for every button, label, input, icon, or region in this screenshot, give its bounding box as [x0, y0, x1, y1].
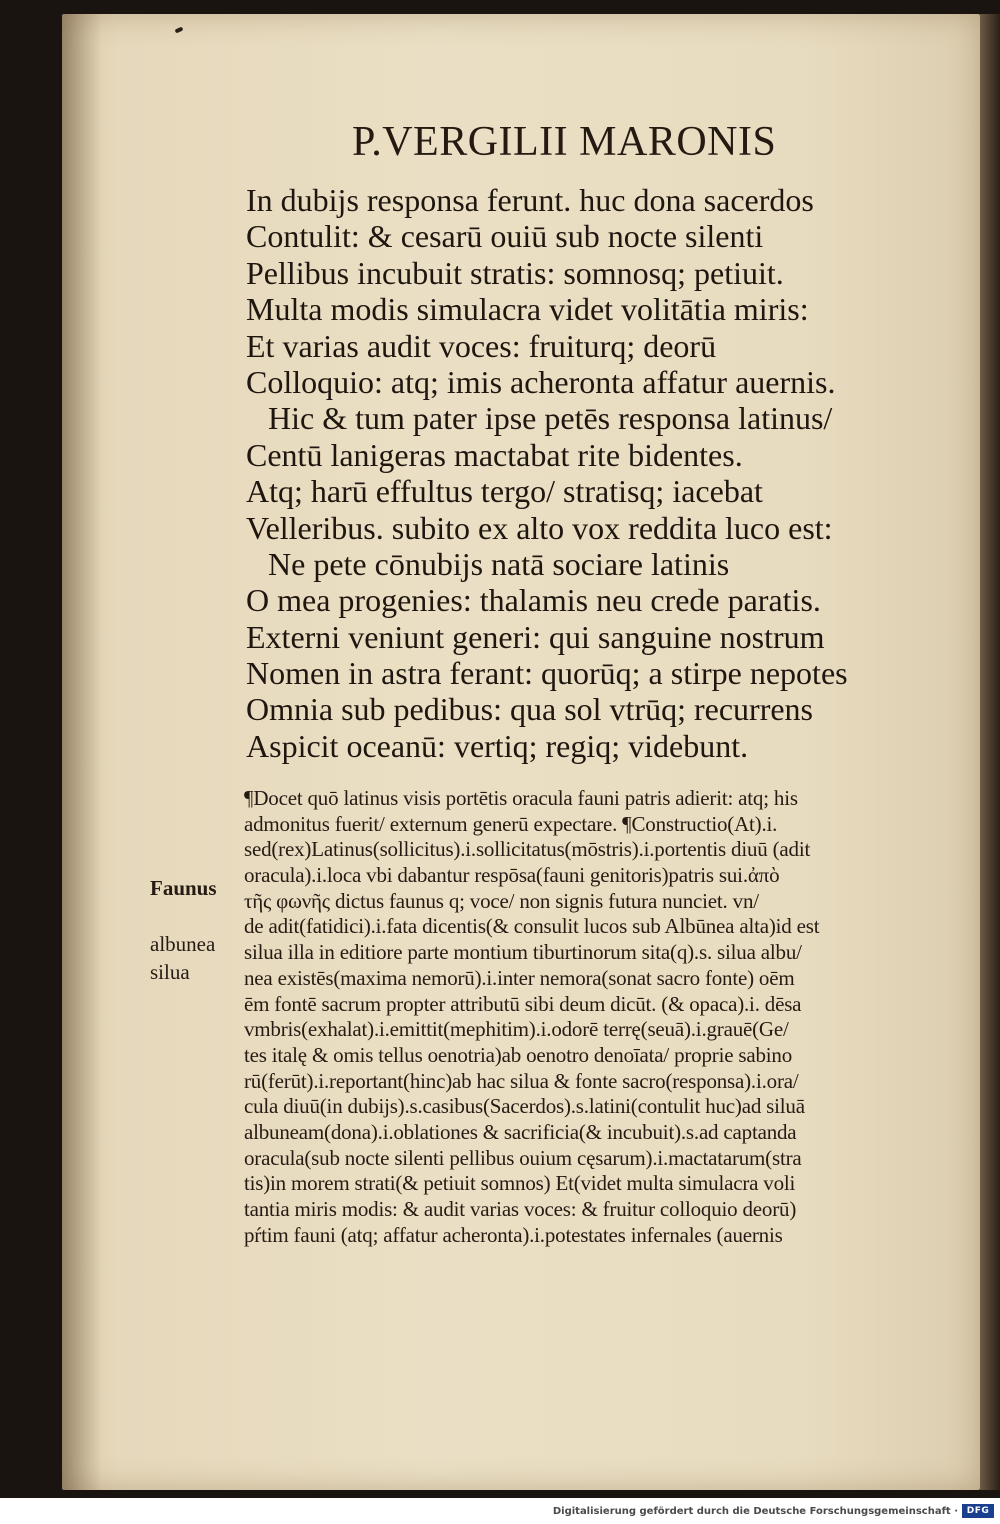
- verse-line: Contulit: & cesarū ouiū sub nocte silenti: [246, 218, 764, 255]
- commentary-line: vmbris(exhalat).i.emittit(mephitim).i.odorē terrę(seuā).i.grauē(Ge/: [244, 1017, 789, 1042]
- commentary-line: ēm fontē sacrum propter attributū sibi deum dicūt. (& opaca).i. dēsa: [244, 991, 802, 1016]
- commentary-line: oracula).i.loca vbi dabantur respōsa(fauni genitoris)patris sui.ἀπὸ: [244, 863, 780, 888]
- verse-line: Omnia sub pedibus: qua sol vtrūq; recurrens: [246, 691, 813, 728]
- commentary-line: admonitus fuerit/ externum generū expectare. ¶Constructio(At).i.: [244, 811, 778, 836]
- footer-bar: [0, 1498, 1000, 1524]
- commentary-line: ¶Docet quō latinus visis portētis oracula fauni patris adierit: atq; his: [244, 786, 798, 810]
- gutter-shadow: [62, 14, 102, 1490]
- verse-line: Externi veniunt generi: qui sanguine nostrum: [246, 618, 825, 655]
- verse-line: In dubijs responsa ferunt. huc dona sacerdos: [246, 182, 814, 218]
- verse-line: Hic & tum pater ipse petēs responsa latinus/: [268, 400, 833, 437]
- facing-page-edge: [980, 14, 1000, 1490]
- commentary-line: oracula(sub nocte silenti pellibus ouium cęsarum).i.mactatarum(stra: [244, 1145, 802, 1170]
- verse-line: Velleribus. subito ex alto vox reddita luco est:: [246, 509, 833, 546]
- verse-line: Atq; harū effultus tergo/ stratisq; iacebat: [246, 473, 763, 510]
- verse-line: Aspicit oceanū: vertiq; regiq; videbunt.: [246, 727, 749, 764]
- commentary-line: nea existēs(maxima nemorū).i.inter nemora(sonat sacro fonte) oēm: [244, 965, 795, 990]
- commentary-line: cula diuū(in dubijs).s.casibus(Sacerdos).s.latini(contulit huc)ad siluā: [244, 1094, 805, 1119]
- verse-line: Et varias audit voces: fruiturq; deorū: [246, 327, 717, 364]
- verse-line: Colloquio: atq; imis acheronta affatur auernis.: [246, 363, 836, 400]
- margin-note: albunea: [150, 932, 216, 956]
- commentary-line: albuneam(dona).i.oblationes & sacrificia(& incubuit).s.ad captanda: [244, 1119, 797, 1144]
- funding-credit: Digitalisierung gefördert durch die Deutsche Forschungsgemeinschaft ·: [552, 1506, 958, 1517]
- commentary-line: sed(rex)Latinus(sollicitus).i.sollicitatus(mōstris).i.portentis diuū (adit: [244, 837, 811, 862]
- verse-line: Pellibus incubuit stratis: somnosq; petiuit.: [246, 254, 784, 291]
- commentary-text: [244, 786, 956, 1248]
- verse-line: Multa modis simulacra videt volitātia miris:: [246, 291, 809, 328]
- commentary-line: de adit(fatidici).i.fata dicentis(& consulit lucos sub Albūnea alta)id est: [244, 914, 820, 939]
- verse-line: Ne pete cōnubijs natā sociare latinis: [268, 545, 730, 582]
- dfg-logo[interactable]: DFG: [962, 1504, 994, 1518]
- commentary-line: rū(ferūt).i.reportant(hinc)ab hac silua & fonte sacro(responsa).i.ora/: [244, 1068, 799, 1093]
- running-head: P.VERGILII MARONIS: [352, 119, 777, 165]
- commentary-line: tes italę & omis tellus oenotria)ab oenotro denoīata/ proprie sabino: [244, 1042, 792, 1067]
- commentary-line: τῆς φωνῆς dictus faunus q; voce/ non signis futura nunciet. vn/: [244, 888, 759, 913]
- verse-line: Centū lanigeras mactabat rite bidentes.: [246, 436, 743, 473]
- margin-note: Faunus: [150, 876, 217, 900]
- commentary-line: pŕtim fauni (atq; affatur acheronta).i.potestates infernales (auernis: [244, 1222, 783, 1247]
- commentary-line: silua illa in editiore parte montium tiburtinorum sita(q).s. silua albu/: [244, 940, 802, 965]
- verse-text: [246, 182, 926, 764]
- margin-note: silua: [150, 960, 190, 984]
- commentary-line: tantia miris modis: & audit varias voces: & fruitur colloquio deorū): [244, 1197, 797, 1221]
- verse-line: O mea progenies: thalamis neu crede paratis.: [246, 582, 821, 619]
- commentary-line: tis)in morem strati(& petiuit somnos) Et(videt multa simulacra voli: [244, 1171, 796, 1196]
- verse-line: Nomen in astra ferant: quorūq; a stirpe nepotes: [246, 655, 848, 692]
